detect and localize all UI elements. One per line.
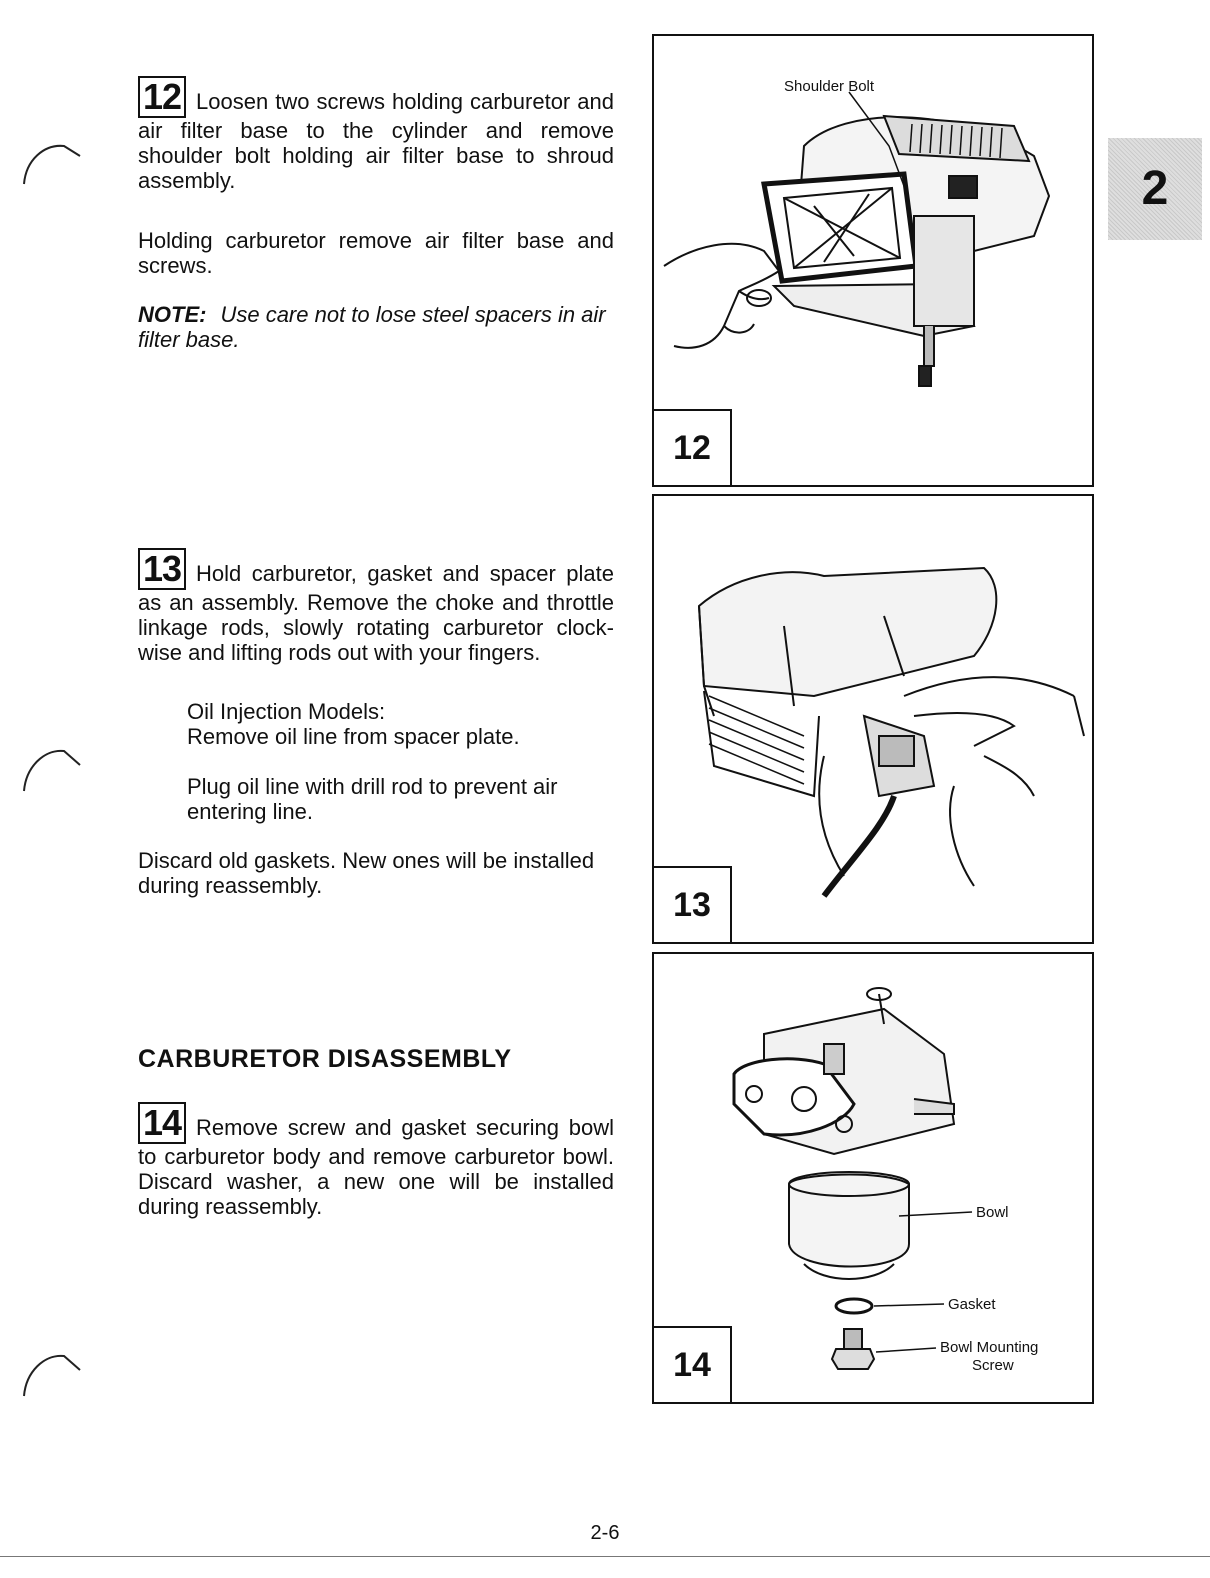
step-12-paragraph-2: Holding carburetor remove air filter base and screws. — [138, 228, 614, 278]
step-13-closing: Discard old gaskets. New ones will be installed during reassembly. — [138, 848, 595, 898]
bottom-rule — [0, 1556, 1210, 1557]
step-13-number: 13 — [138, 548, 186, 590]
step-12-note — [138, 302, 618, 352]
callout-bowl: Bowl — [976, 1204, 1009, 1221]
callout-bowl-mounting-screw-line-1: Bowl Mounting — [940, 1339, 1039, 1356]
figure-12 — [652, 34, 1094, 487]
figure-13 — [652, 494, 1094, 944]
binder-hole-mark-top — [18, 138, 88, 188]
step-13-text — [138, 548, 614, 665]
step-14-text — [138, 1102, 614, 1219]
step-14-instruction: Remove screw and gasket securing bowl to carburetor body and remove carburetor bowl. Discard washer, a new one will be installed during reassembly. — [138, 1115, 614, 1219]
figure-14-number: 14 — [654, 1326, 732, 1402]
binder-hole-mark-bottom — [18, 1350, 88, 1400]
step-13-sub-1-line-1: Oil Injection Models: — [187, 699, 386, 724]
figure-12-number: 12 — [654, 409, 732, 485]
section-heading: CARBURETOR DISASSEMBLY — [138, 1045, 512, 1073]
figure-13-number: 13 — [654, 866, 732, 942]
step-13-instruction: Hold carburetor, gasket and spacer plate as an assembly. Remove the choke and throttle linkage rods, slowly rotating carburetor clock-wise and lifting rods out with your fingers. — [138, 561, 614, 665]
callout-shoulder-bolt: Shoulder Bolt — [784, 78, 875, 95]
figure-14 — [652, 952, 1094, 1404]
binder-hole-mark-middle — [18, 745, 88, 795]
page-number: 2-6 — [590, 1522, 620, 1544]
step-12-number: 12 — [138, 76, 186, 118]
step-13-sub-1-line-2: Remove oil line from spacer plate. — [187, 724, 520, 749]
callout-gasket: Gasket — [948, 1296, 996, 1313]
note-text: Use care not to lose steel spacers in air filter base. — [138, 302, 606, 352]
callout-bowl-mounting-screw-line-2: Screw — [972, 1357, 1014, 1374]
step-13-sub-2: Plug oil line with drill rod to prevent air entering line. — [187, 774, 558, 824]
chapter-tab: 2 — [1108, 138, 1202, 240]
note-label: NOTE: — [138, 302, 207, 327]
step-12-instruction: Loosen two screws holding carburetor and air filter base to the cylinder and remove shoulder bolt holding air filter base to shroud assembly. — [138, 89, 614, 193]
step-12-text — [138, 76, 614, 193]
step-14-number: 14 — [138, 1102, 186, 1144]
